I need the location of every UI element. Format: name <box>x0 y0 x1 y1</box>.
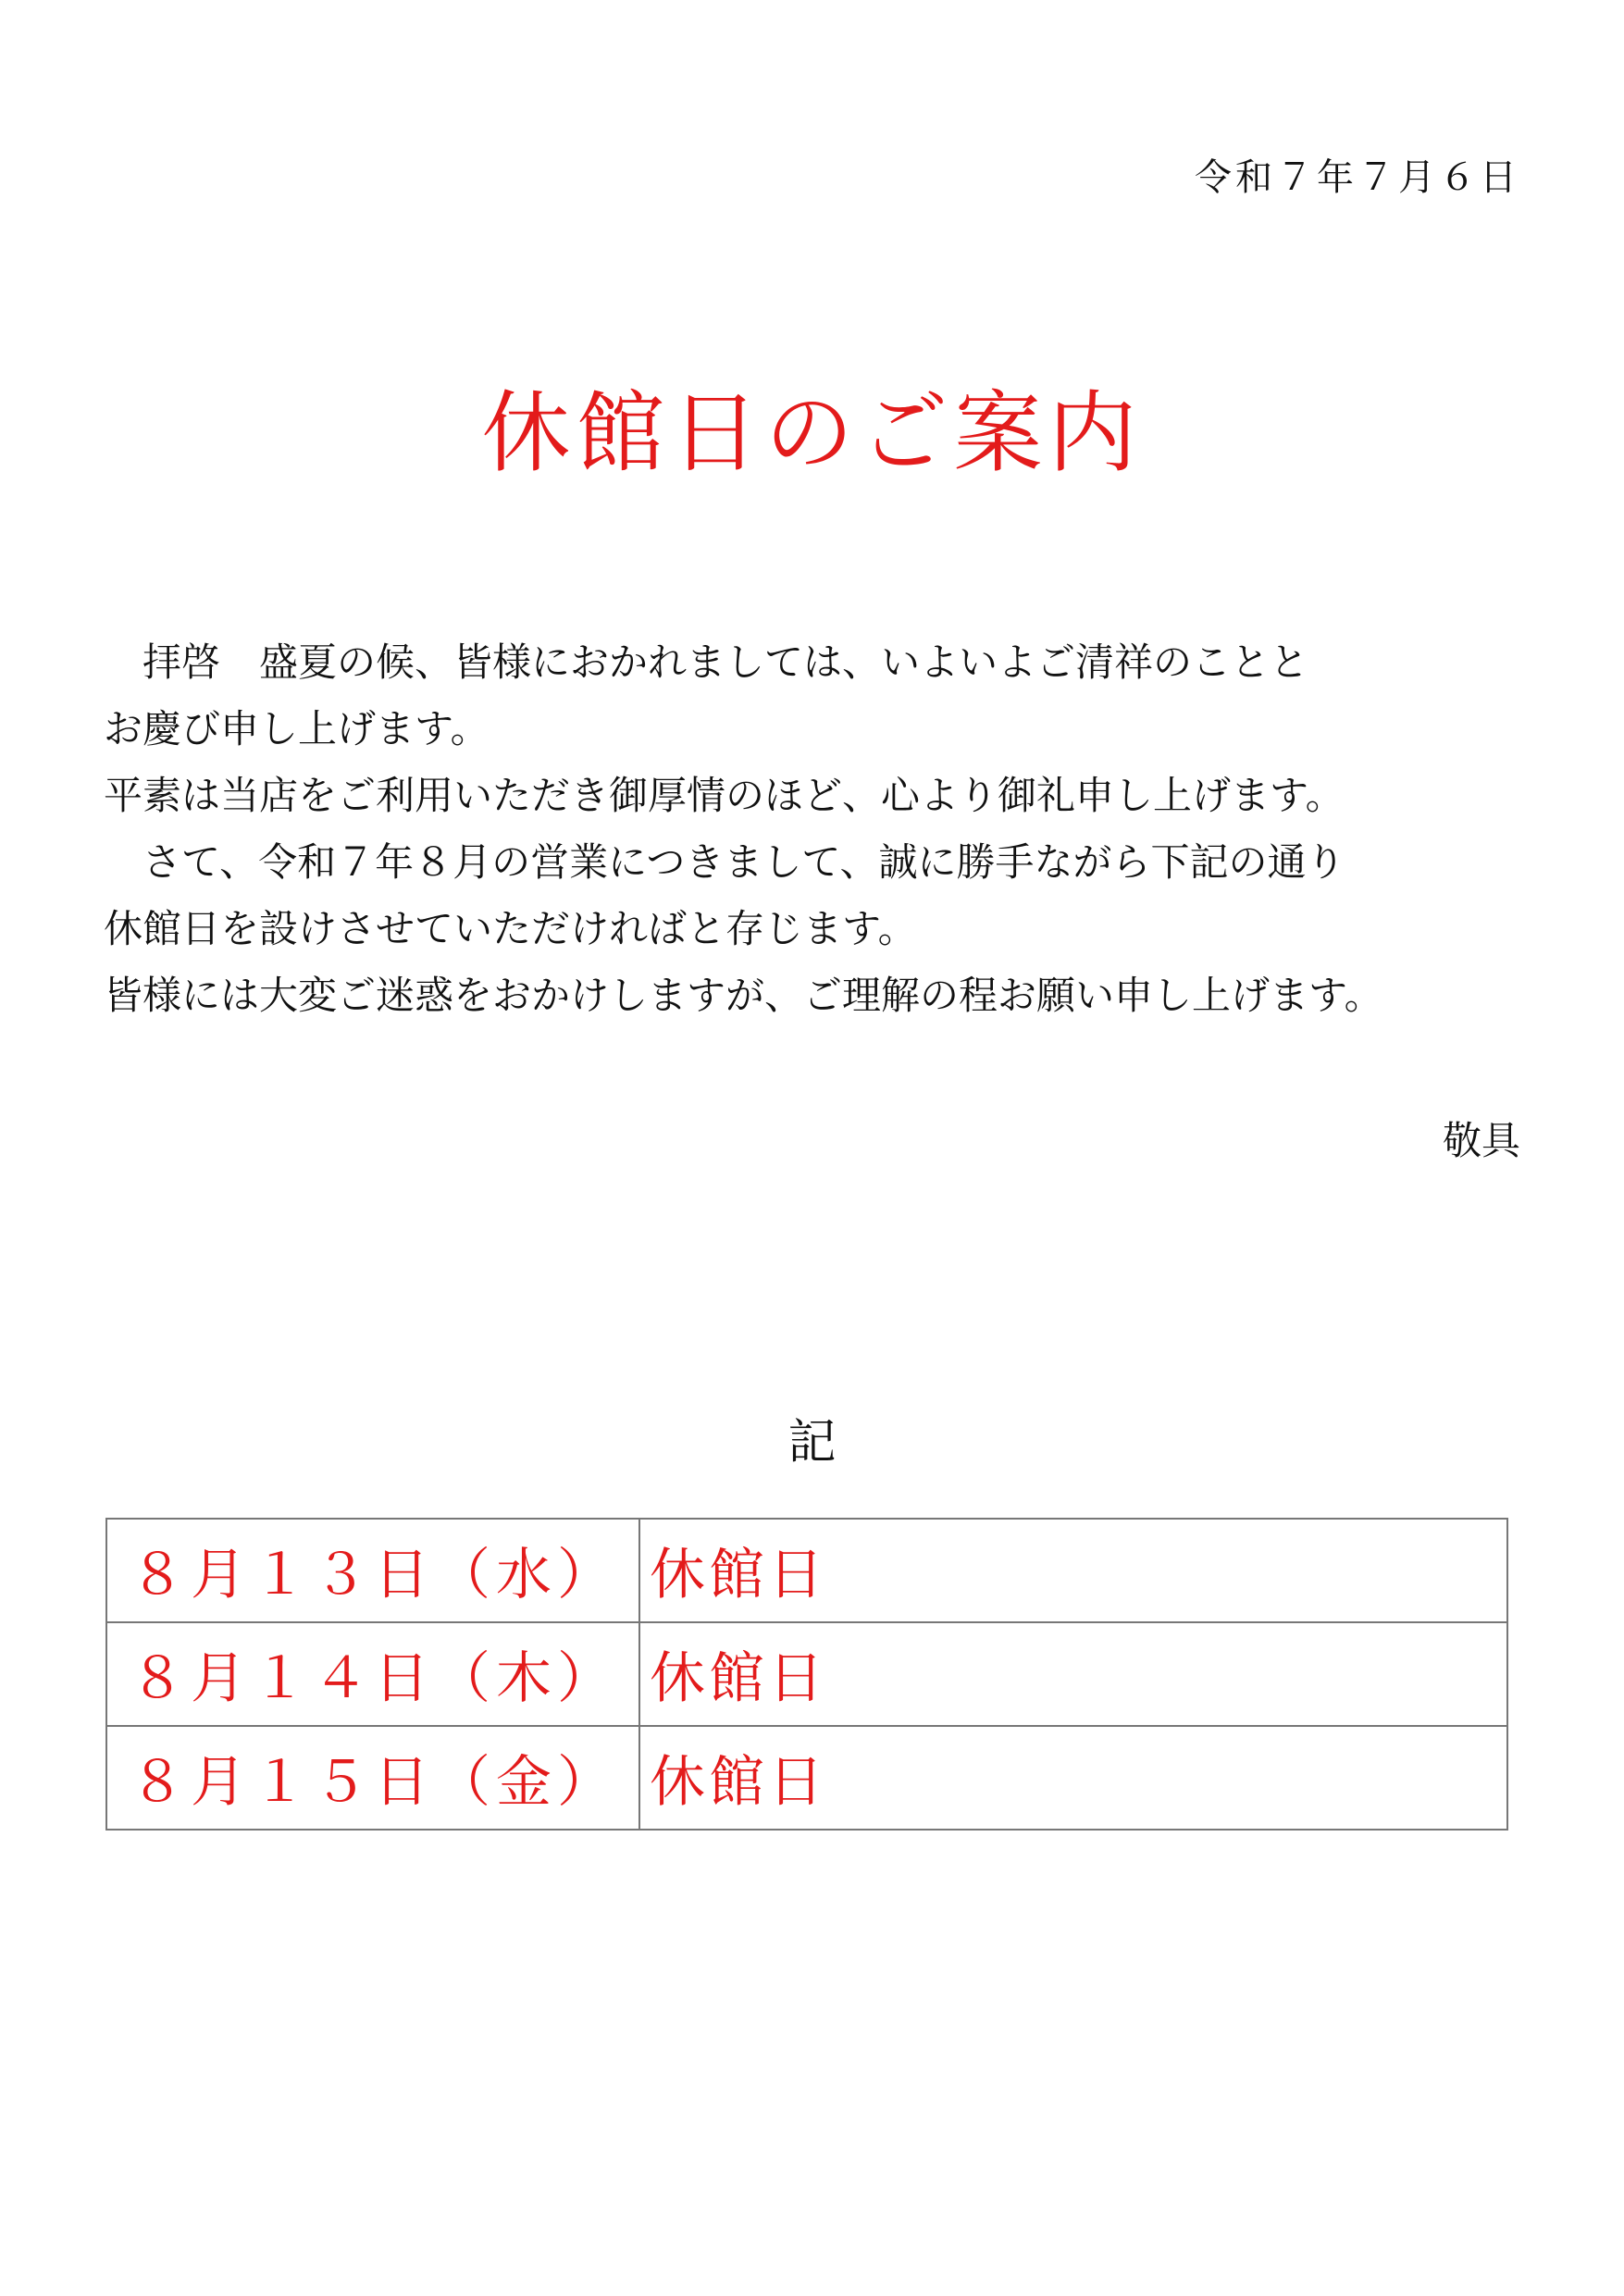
body-line: 拝啓 盛夏の候、皆様におかれましては、いよいよご清祥のことと <box>104 639 1309 685</box>
closure-date-cell: ８月１４日（木） <box>106 1622 639 1726</box>
ki-heading: 記 <box>787 1415 837 1471</box>
issue-date: 令和７年７月６日 <box>1195 156 1520 199</box>
table-row <box>106 1622 1507 1726</box>
page-title: 休館日のご案内 <box>481 381 1143 485</box>
closure-status-cell: 休館日 <box>639 1519 1507 1622</box>
body-line: 皆様には大変ご迷惑をおかけしますが、ご理解の程お願い申し上げます。 <box>104 973 1383 1018</box>
table-row <box>106 1519 1507 1622</box>
letter-body <box>104 629 1529 1029</box>
body-line: お慶び申し上げます。 <box>104 706 490 751</box>
body-line: さて、令和７年８月の営業につきまして、誠に勝手ながら下記の通り <box>104 839 1345 885</box>
closure-status-cell: 休館日 <box>639 1726 1507 1830</box>
body-line: 休館日を設けさせていただければと存じます。 <box>104 906 917 951</box>
body-line: 平素は当店をご利用いただき御厚情のほど、心より御礼申し上げます。 <box>104 773 1345 818</box>
closure-date-cell: ８月１５日（金） <box>106 1726 639 1830</box>
closure-schedule-table <box>105 1518 1508 1831</box>
closure-date-cell: ８月１３日（水） <box>106 1519 639 1622</box>
closing-phrase: 敬具 <box>1442 1118 1520 1163</box>
table-row <box>106 1726 1507 1830</box>
closure-status-cell: 休館日 <box>639 1622 1507 1726</box>
